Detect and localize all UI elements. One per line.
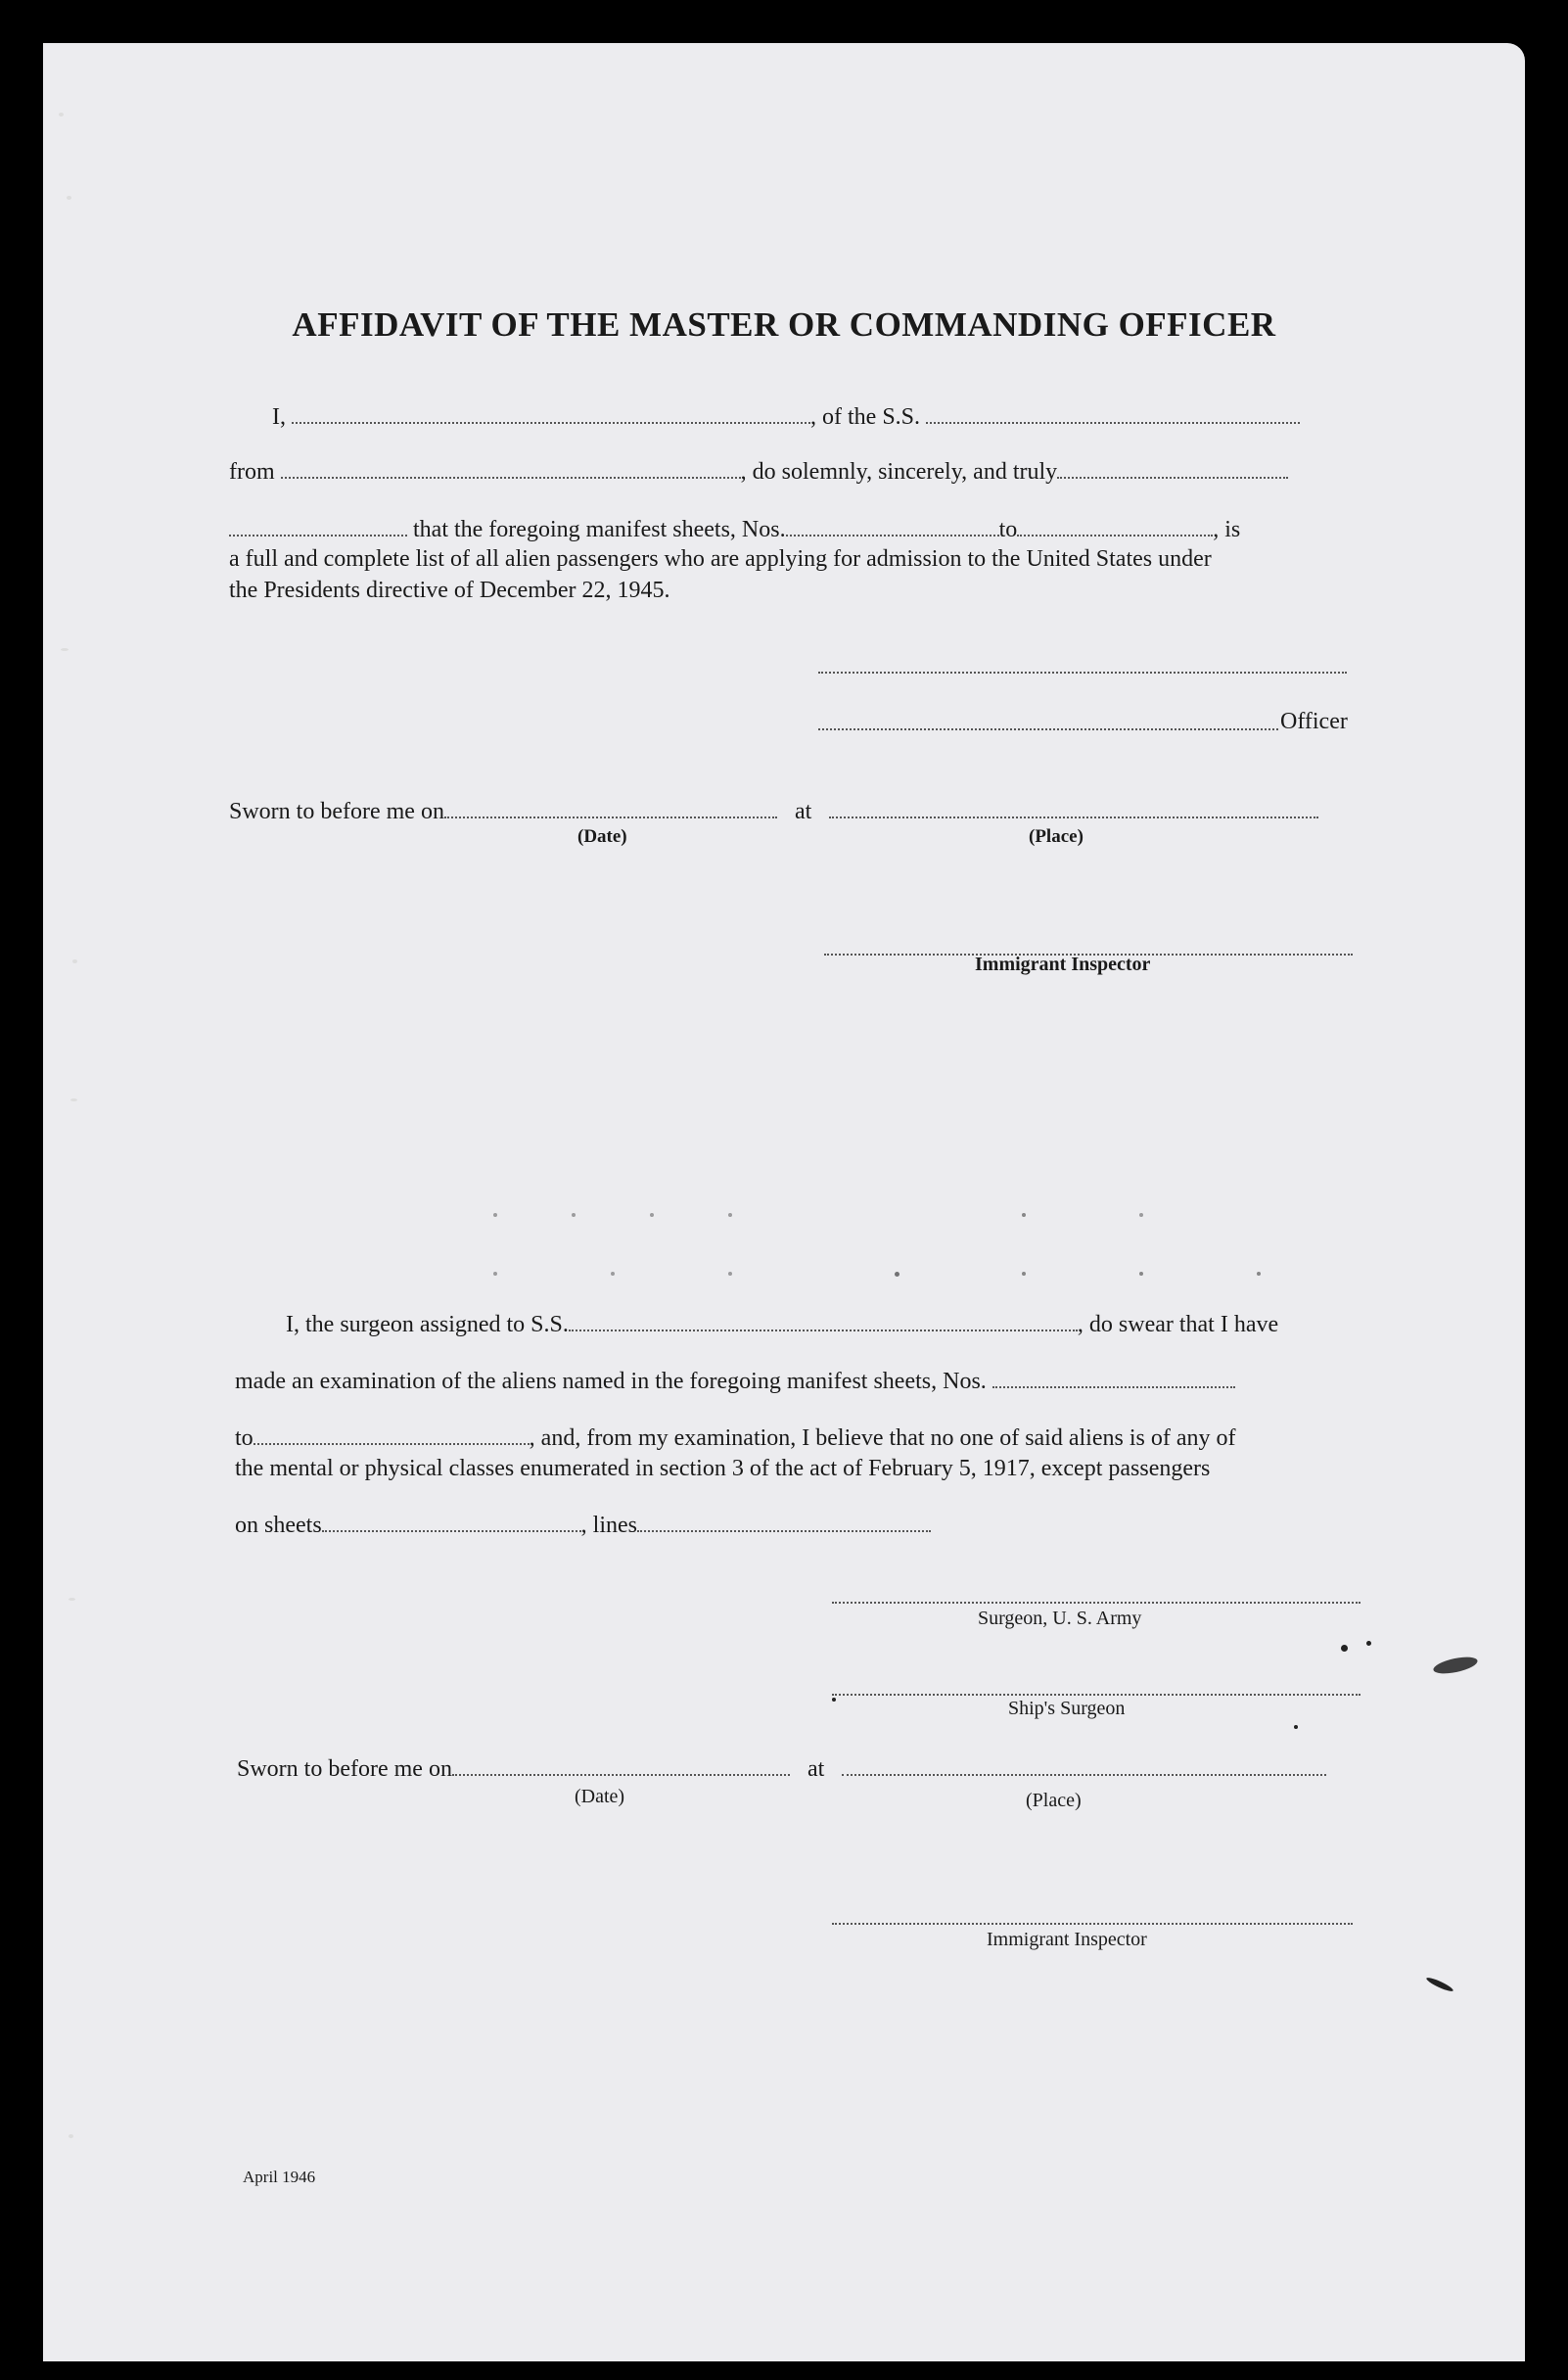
surgeon-sworn-label: Sworn to before me on (237, 1756, 452, 1782)
surgeon-assigned-label: I, the surgeon assigned to S.S. (286, 1312, 569, 1337)
master-from-label: from (229, 459, 275, 485)
surgeon-line-2 (235, 1367, 1235, 1395)
master-of-ss-label: , of the S.S. (810, 404, 921, 430)
master-line-5: the Presidents directive of December 22, 1945. (229, 578, 670, 603)
master-signature-line[interactable] (818, 670, 1347, 674)
officer-signature-line[interactable] (818, 726, 1278, 730)
master-date-caption: (Date) (577, 826, 627, 847)
surgeon-sworn-line (237, 1754, 1326, 1783)
form-date-footer: April 1946 (243, 2168, 316, 2186)
master-at-label: at (794, 799, 812, 824)
master-line-4: a full and complete list of all alien passengers who are applying for admission to the United States under (229, 546, 1212, 572)
master-manifest-label: that the foregoing manifest sheets, Nos. (413, 517, 786, 542)
master-solemnly-label: , do solemnly, sincerely, and truly (740, 459, 1058, 485)
surgeon-inspector-label: Immigrant Inspector (987, 1929, 1147, 1950)
surgeon-to-label: to (235, 1425, 254, 1451)
surgeon-sworn-date-field[interactable] (452, 1754, 790, 1776)
master-oath-continued-field[interactable] (229, 515, 407, 537)
surgeon-ship-field[interactable] (569, 1310, 1078, 1331)
army-surgeon-signature-line[interactable] (832, 1600, 1360, 1604)
surgeon-at-label: at (807, 1756, 825, 1782)
surgeon-place-caption: (Place) (1026, 1790, 1082, 1811)
surgeon-line-3 (235, 1423, 1235, 1452)
surgeon-line-4: the mental or physical classes enumerated in section 3 of the act of February 5, 1917, except passengers (235, 1456, 1211, 1481)
master-line-2 (229, 457, 1288, 486)
surgeon-examination-label: made an examination of the aliens named in the foregoing manifest sheets, Nos. (235, 1369, 987, 1394)
master-inspector-label: Immigrant Inspector (975, 954, 1151, 975)
ship-surgeon-signature-line[interactable] (832, 1692, 1360, 1696)
surgeon-sheets-from-field[interactable] (992, 1367, 1235, 1388)
surgeon-sheets-label: on sheets (235, 1513, 322, 1538)
master-sheets-to-field[interactable] (1017, 515, 1213, 537)
document-page (43, 43, 1525, 2361)
page-title: AFFIDAVIT OF THE MASTER OR COMMANDING OFFICER (292, 305, 1276, 344)
master-sworn-line (229, 797, 1318, 825)
surgeon-line-1 (286, 1310, 1278, 1338)
surgeon-except-sheets-field[interactable] (322, 1511, 581, 1532)
army-surgeon-label: Surgeon, U. S. Army (978, 1608, 1142, 1629)
surgeon-inspector-signature-line[interactable] (832, 1921, 1353, 1925)
master-from-field[interactable] (281, 457, 741, 479)
surgeon-sworn-place-field[interactable] (842, 1754, 1326, 1776)
master-to-label: to (998, 517, 1018, 542)
surgeon-date-caption: (Date) (575, 1786, 625, 1807)
master-place-caption: (Place) (1029, 826, 1084, 847)
surgeon-examination-text: , and, from my examination, I believe that no one of said aliens is of any of (529, 1425, 1236, 1451)
master-i-label: I, (272, 404, 286, 430)
surgeon-except-lines-field[interactable] (637, 1511, 931, 1532)
master-sheets-from-field[interactable] (786, 515, 999, 537)
surgeon-swear-label: , do swear that I have (1077, 1312, 1279, 1337)
master-ship-field[interactable] (926, 402, 1300, 424)
surgeon-line-5 (235, 1511, 931, 1539)
surgeon-sheets-to-field[interactable] (254, 1423, 530, 1445)
master-sworn-label: Sworn to before me on (229, 799, 444, 824)
master-name-field[interactable] (292, 402, 810, 424)
master-sworn-date-field[interactable] (444, 797, 777, 818)
master-line-1 (272, 402, 1300, 431)
officer-label: Officer (1280, 709, 1348, 734)
ship-surgeon-label: Ship's Surgeon (1008, 1698, 1126, 1719)
master-is-label: , is (1213, 517, 1241, 542)
surgeon-lines-label: , lines (580, 1513, 637, 1538)
master-oath-field[interactable] (1057, 457, 1288, 479)
master-line-3 (229, 515, 1240, 543)
master-sworn-place-field[interactable] (829, 797, 1318, 818)
